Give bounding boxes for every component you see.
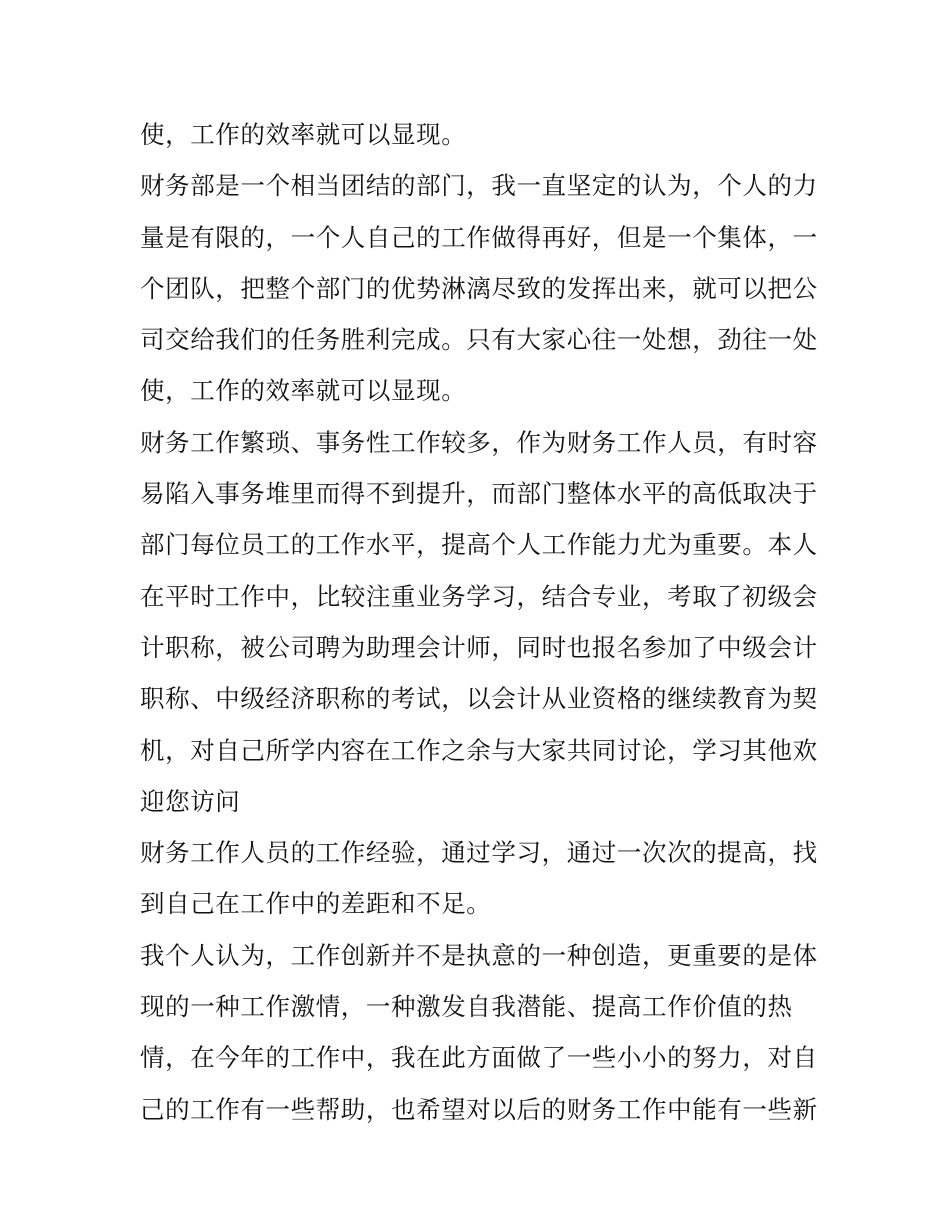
text-line: 迎您访问: [140, 786, 241, 816]
text-line: 使，工作的效率就可以显现。: [140, 120, 467, 149]
text-line: 情，在今年的工作中，我在此方面做了一些小小的努力，对自: [140, 1043, 818, 1073]
body-text: [140, 109, 820, 1135]
text-line: 到自己在工作中的差距和不足。: [140, 889, 492, 919]
text-line: 己的工作有一些帮助，也希望对以后的财务工作中能有一些新: [140, 1094, 818, 1124]
text-line: 财务部是一个相当团结的部门，我一直坚定的认为，个人的力: [140, 171, 818, 201]
text-line: 财务工作繁琐、事务性工作较多，作为财务工作人员，有时容: [140, 427, 818, 457]
text-line: 机，对自己所学内容在工作之余与大家共同讨论，学习其他欢: [140, 735, 818, 765]
text-line: 量是有限的，一个人自己的工作做得再好，但是一个集体，一: [140, 222, 818, 252]
text-line: 部门每位员工的工作水平，提高个人工作能力尤为重要。本人: [140, 530, 818, 560]
text-line: 财务工作人员的工作经验，通过学习，通过一次次的提高，找: [140, 838, 818, 868]
text-line: 职称、中级经济职称的考试，以会计从业资格的继续教育为契: [140, 684, 818, 714]
text-line: 司交给我们的任务胜利完成。只有大家心往一处想，劲往一处: [140, 325, 818, 355]
text-line: 我个人认为，工作创新并不是执意的一种创造，更重要的是体: [140, 940, 818, 970]
text-line: 个团队，把整个部门的优势淋漓尽致的发挥出来，就可以把公: [140, 273, 818, 303]
text-line: 易陷入事务堆里而得不到提升，而部门整体水平的高低取决于: [140, 479, 818, 509]
text-line: 在平时工作中，比较注重业务学习，结合专业，考取了初级会: [140, 581, 818, 611]
text-line: 使，工作的效率就可以显现。: [140, 376, 467, 406]
text-line: 计职称，被公司聘为助理会计师，同时也报名参加了中级会计: [140, 632, 818, 662]
text-line: 现的一种工作激情，一种激发自我潜能、提高工作价值的热: [140, 992, 793, 1022]
